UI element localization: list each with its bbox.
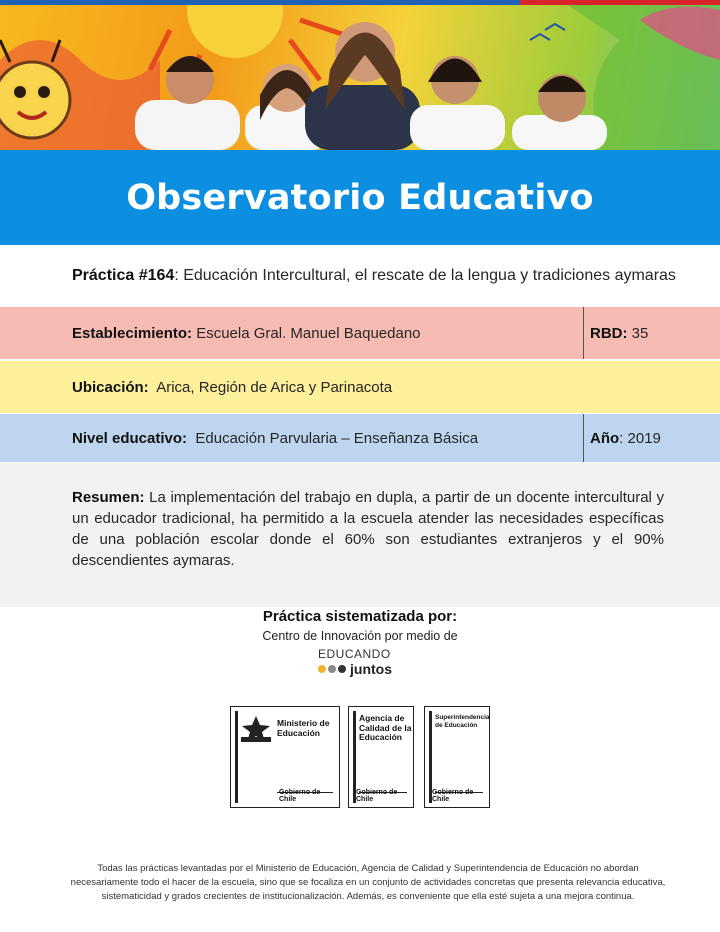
superintendencia-footer: Gobierno de Chile xyxy=(432,789,474,803)
nivel-cell xyxy=(0,414,584,462)
rbd-label: RBD: xyxy=(590,324,628,342)
practica-label: Práctica #164 xyxy=(72,267,175,284)
header-top-stripe xyxy=(0,0,720,5)
ubicacion-value: Arica, Región de Arica y Parinacota xyxy=(148,378,393,396)
ministerio-educacion-logo xyxy=(230,706,340,808)
logo-dot-3 xyxy=(338,665,346,673)
ministerio-name: Ministerio de Educación xyxy=(277,718,330,738)
agencia-footer: Gobierno de Chile xyxy=(356,789,398,803)
ministerio-footer: Gobierno de Chile xyxy=(279,789,321,803)
resumen-box xyxy=(0,463,720,607)
educando-juntos-logo xyxy=(318,648,408,680)
establecimiento-label: Establecimiento: xyxy=(72,324,193,342)
nivel-value: Educación Parvularia – Enseñanza Básica xyxy=(187,429,479,447)
establecimiento-cell xyxy=(0,307,584,359)
educando-logo-top: EDUCANDO xyxy=(318,647,391,661)
mural-sun xyxy=(187,0,283,58)
nivel-label: Nivel educativo: xyxy=(72,429,188,447)
title-band xyxy=(0,150,720,245)
credits-title: Práctica sistematizada por: xyxy=(262,608,458,625)
coat-of-arms-icon xyxy=(239,715,273,745)
establecimiento-row xyxy=(0,307,720,359)
rbd-cell xyxy=(584,307,648,359)
educando-logo-bottom xyxy=(318,662,408,676)
resumen-label: Resumen: xyxy=(72,489,145,506)
anio-cell xyxy=(584,414,661,462)
disclaimer-text: Todas las prácticas levantadas por el Ministerio de Educación, Agencia de Calidad y Superintendencia de Educación no abordan necesariamente todo el hacer de la escuela, sino que se focaliza en un conjunto de actividades concretas que presenta relevancia educativa, sistematicidad y grados crecientes de institucionalización. Además, es conveniente que ella esté sujeta a una mejora continua. xyxy=(70,863,666,902)
header-photo-illustration xyxy=(0,0,720,150)
logo-stripe xyxy=(235,711,238,803)
agencia-calidad-logo xyxy=(348,706,414,808)
header-photo xyxy=(0,0,720,150)
logo-dot-1 xyxy=(318,665,326,673)
rbd-value: 35 xyxy=(627,324,649,342)
superintendencia-name: Superintendencia de Educación xyxy=(435,714,490,729)
ubicacion-label: Ubicación: xyxy=(72,378,149,396)
nivel-row xyxy=(0,414,720,462)
superintendencia-logo xyxy=(424,706,490,808)
anio-value: : 2019 xyxy=(619,429,661,447)
establecimiento-value: Escuela Gral. Manuel Baquedano xyxy=(192,324,421,342)
credits-subtitle: Centro de Innovación por medio de xyxy=(262,629,458,643)
page-title: Observatorio Educativo xyxy=(126,177,594,218)
agencia-name: Agencia de Calidad de la Educación xyxy=(359,713,412,742)
anio-label: Año xyxy=(590,429,620,447)
ubicacion-row xyxy=(0,361,720,413)
educando-logo-juntos: juntos xyxy=(350,661,392,677)
logo-dot-2 xyxy=(328,665,336,673)
practica-row xyxy=(0,248,720,304)
resumen-text: La implementación del trabajo en dupla, a partir de un docente intercultural y un educador tradicional, ha permitido a la escuela atender las necesidades específicas de una población escolar donde el 60% son estudiantes extranjeros y el 90% descendientes aymaras. xyxy=(72,489,664,569)
mural-bee xyxy=(0,62,70,138)
practica-title: : Educación Intercultural, el rescate de la lengua y tradiciones aymaras xyxy=(174,267,676,284)
